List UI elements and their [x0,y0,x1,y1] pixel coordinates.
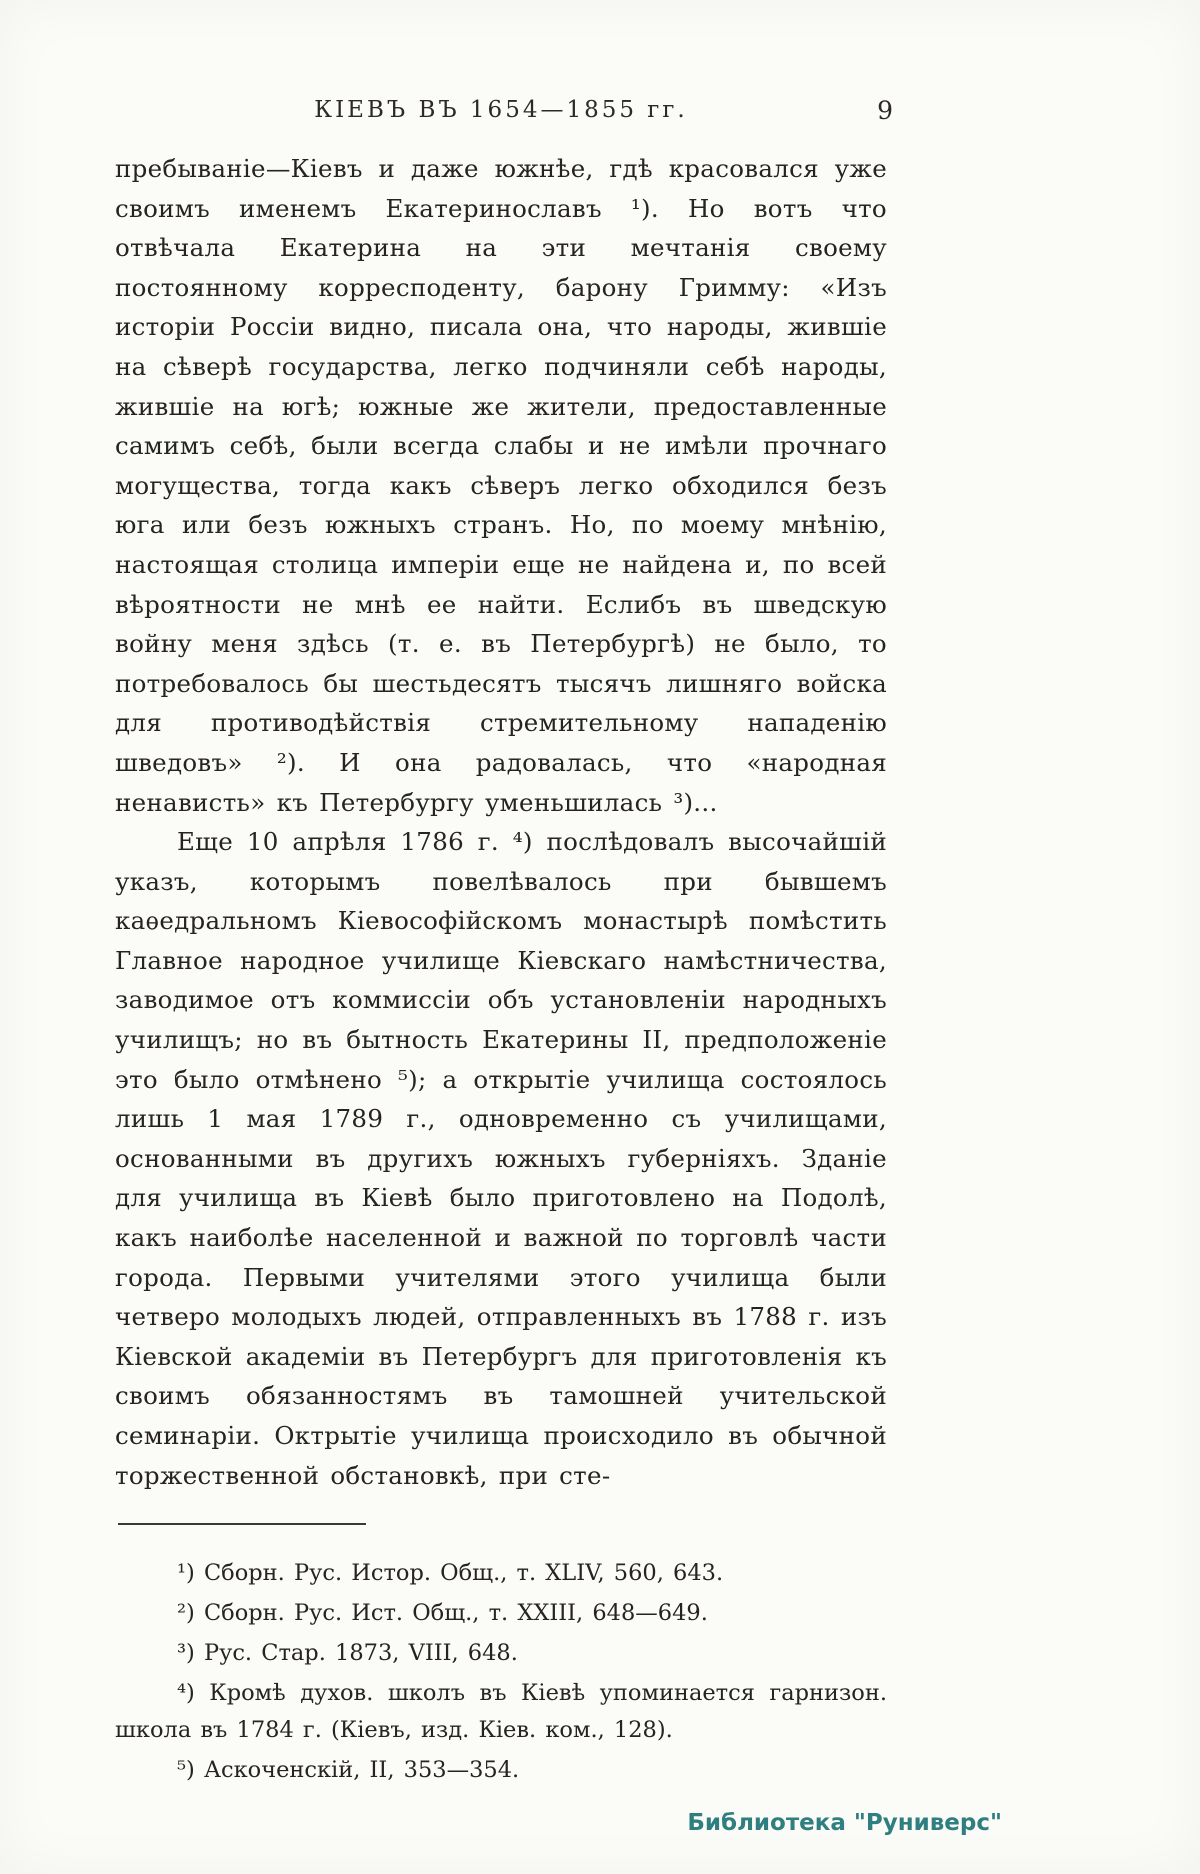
footnote: ²) Сборн. Рус. Ист. Общ., т. XXIII, 648—649. [177,1600,708,1627]
footnote: ³) Рус. Стар. 1873, VIII, 648. [177,1640,518,1667]
library-watermark: Библиотека "Руниверс" [687,1810,1002,1836]
footnote: ⁵) Аскоченскій, II, 353—354. [177,1757,520,1784]
body-paragraph: пребываніе—Кіевъ и даже южнѣе, гдѣ красовался уже своимъ именемъ Екатеринославъ ¹). Но вотъ что отвѣчала Екатерина на эти мечтанія своему постоянному корресподенту, барону Гримму: «Изъ исторіи Россіи видно, писала она, что народы, жившіе на сѣверѣ государства, легко подчиняли себѣ народы, жившіе на югѣ; южные же жители, предоставленные самимъ себѣ, были всегда слабы и не имѣли прочнаго могущества, тогда какъ сѣверъ легко обходился безъ юга или безъ южныхъ странъ. Но, по моему мнѣнію, настоящая столица имперіи еще не найдена и, по всей вѣроятности не мнѣ ее найти. Еслибъ въ шведскую войну меня здѣсь (т. е. въ Петербургѣ) не было, то потребовалось бы шестьдесятъ тысячъ лишняго войска для противодѣйствія стремительному нападенію шведовъ» ²). И она радовалась, что «народная ненависть» къ Петербургу уменьшилась ³)... [115,154,887,817]
footnote: ¹) Сборн. Рус. Истор. Общ., т. XLIV, 560, 643. [177,1560,724,1587]
footnote-separator [118,1523,366,1525]
body-paragraph: Еще 10 апрѣля 1786 г. ⁴) послѣдовалъ высочайшій указъ, которымъ повелѣвалось при бывшемъ каѳедральномъ Кіевософійскомъ монастырѣ помѣстить Главное народное училище Кіевскаго намѣстничества, заводимое отъ коммиссіи объ установленіи народныхъ училищъ; но въ бытность Екатерины II, предположеніе это было отмѣнено ⁵); а открытіе училища состоялось лишь 1 мая 1789 г., одновременно съ училищами, основанными въ другихъ южныхъ губерніяхъ. Зданіе для училища въ Кіевѣ было приготовлено на Подолѣ, какъ наиболѣе населенной и важной по торговлѣ части города. Первыми учителями этого училища были четверо молодыхъ людей, отправленныхъ въ 1788 г. изъ Кіевской академіи въ Петербургъ для приготовленія къ своимъ обязанностямъ въ тамошней учительской семинаріи. Октрытіе училища происходило въ обычной торжественной обстановкѣ, при сте- [115,827,887,1490]
page-number: 9 [877,96,893,125]
footnotes [115,1555,887,1789]
running-title: КІЕВЪ ВЪ 1654—1855 гг. [314,97,688,123]
page-header [115,0,893,125]
footnote: ⁴) Кромѣ духов. школъ въ Кіевѣ упоминается гарнизон. школа въ 1784 г. (Кіевъ, изд. Кіев. ком., 128). [115,1680,887,1744]
body-text [115,149,887,1495]
